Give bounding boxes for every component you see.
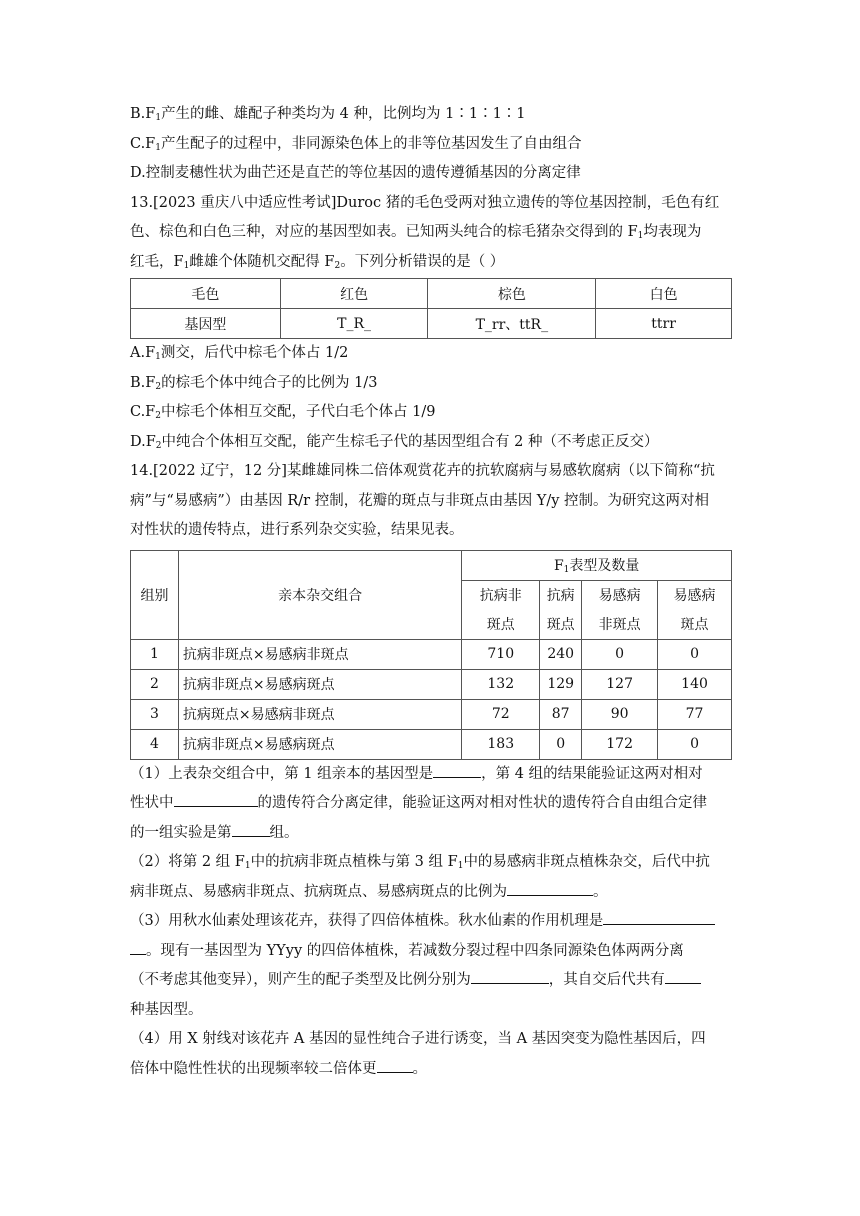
text: C.F	[130, 404, 156, 420]
table-cell: 棕色	[428, 279, 596, 309]
text: 。	[593, 883, 608, 900]
q14-part4-line2	[130, 1055, 732, 1085]
text: B.F	[130, 106, 156, 122]
q13-option-a	[130, 339, 732, 369]
subscript: 1	[244, 861, 251, 871]
table-cell: 77	[658, 699, 732, 729]
q14-part1-line2	[130, 789, 732, 819]
text: 中的抗病非斑点植株与第 3 组 F	[250, 854, 458, 870]
table-header-group: 组别	[131, 550, 179, 639]
table-cell: 非斑点	[582, 610, 658, 640]
table-cell: 红色	[280, 279, 428, 309]
subscript: 2	[155, 440, 162, 451]
subscript: 1	[155, 142, 161, 153]
text: 测交，后代中棕毛个体占 1/2	[160, 345, 349, 361]
text: 色、棕色和白色三种，对应的基因型如表。已知两头纯合的棕毛猪杂交得到的 F	[130, 224, 638, 240]
text: 的一组实验是第	[130, 824, 232, 841]
table-header-f1	[462, 550, 732, 580]
q14-part1-line1	[130, 760, 732, 790]
table-cell: 抗病	[540, 580, 582, 610]
text: 表型及数量	[569, 558, 640, 574]
table-cell: T_R_	[280, 309, 428, 339]
q14-stem-line3: 对性状的遗传特点，进行系列杂交实验，结果见表。	[130, 522, 464, 538]
q14-part3-line2	[130, 937, 732, 967]
cross-results-table	[130, 550, 732, 760]
text: 。现有一基因型为 YYyy 的四倍体植株，若减数分裂过程中四条同源染色体两两分离	[146, 942, 684, 959]
table-cell: 斑点	[462, 610, 540, 640]
table-cell: 132	[462, 669, 540, 699]
table-cell: 4	[131, 729, 179, 759]
table-cell: 抗病非斑点×易感病非斑点	[178, 639, 461, 669]
table-row	[131, 639, 732, 669]
q14-stem-line1: 14.[2022 辽宁，12 分]某雌雄同株二倍体观赏花卉的抗软腐病与易感软腐病（以下简称“抗	[130, 463, 715, 479]
table-row	[131, 279, 732, 309]
table-cell: 87	[540, 699, 582, 729]
text: （3）用秋水仙素处理该花卉，获得了四倍体植株。秋水仙素的作用机理是	[130, 913, 604, 929]
table-cell: 3	[131, 699, 179, 729]
answer-blank[interactable]	[377, 1055, 413, 1073]
table-cell: 抗病非斑点×易感病斑点	[178, 669, 461, 699]
table-cell: 易感病	[582, 580, 658, 610]
table-cell: 72	[462, 699, 540, 729]
subscript: 2	[155, 411, 161, 421]
text: 产生的雌、雄配子种类均为 4 种，比例均为 1∶1∶1∶1	[161, 106, 526, 122]
table-cell: 140	[658, 669, 732, 699]
subscript: 2	[155, 381, 162, 392]
table-cell: 0	[658, 639, 732, 669]
answer-blank[interactable]	[232, 819, 270, 837]
table-row	[131, 550, 732, 580]
answer-blank[interactable]	[471, 966, 549, 984]
answer-blank[interactable]	[507, 878, 593, 896]
answer-blank[interactable]	[174, 789, 258, 807]
text: ，其自交后代共有	[548, 972, 665, 988]
table-cell: 172	[582, 729, 658, 759]
option-d-q12: D.控制麦穗性状为曲芒还是直芒的等位基因的遗传遵循基因的分离定律	[130, 165, 581, 181]
text: 的遗传符合分离定律，能验证这两对相对性状的遗传符合自由组合定律	[257, 795, 707, 811]
table-cell: 抗病非斑点×易感病斑点	[178, 729, 461, 759]
table-cell: 710	[462, 639, 540, 669]
text: C.F	[130, 135, 156, 152]
q13-stem-line3	[130, 248, 732, 278]
table-cell: 2	[131, 669, 179, 699]
text: 红毛，F	[130, 253, 184, 270]
table-cell: 抗病斑点×易感病非斑点	[178, 699, 461, 729]
text: （1）上表杂交组合中，第 1 组亲本的基因型是	[130, 765, 434, 782]
table-row	[131, 669, 732, 699]
table-cell: 0	[658, 729, 732, 759]
q13-option-c	[130, 398, 732, 428]
q14-part4-line1: （4）用 X 射线对该花卉 A 基因的显性纯合子进行诱变，当 A 基因突变为隐性基因后，四	[130, 1031, 706, 1047]
q14-part1-line3	[130, 819, 732, 849]
q14-part3-line1	[130, 907, 732, 937]
q13-stem-line2	[130, 218, 732, 248]
table-cell: 白色	[596, 279, 732, 309]
text: 中的易感病非斑点植株杂交，后代中抗	[463, 854, 710, 870]
table-cell: 毛色	[131, 279, 281, 309]
table-cell: 斑点	[540, 610, 582, 640]
subscript: 1	[637, 231, 644, 241]
document-page	[130, 100, 732, 1084]
text: 均表现为	[643, 224, 702, 240]
text: B.F	[130, 374, 156, 391]
text: 。下列分析错误的是（ ）	[340, 253, 505, 270]
q13-option-d	[130, 428, 732, 458]
subscript: 1	[563, 565, 570, 575]
text: 倍体中隐性性状的出现频率较二倍体更	[130, 1060, 377, 1077]
table-row	[131, 729, 732, 759]
table-cell: 抗病非	[462, 580, 540, 610]
text: A.F	[130, 345, 156, 361]
q14-part3-line3	[130, 966, 732, 996]
table-cell: 240	[540, 639, 582, 669]
text: 的棕毛个体中纯合子的比例为 1/3	[161, 374, 378, 391]
subscript: 1	[183, 260, 190, 271]
table-header-parent: 亲本杂交组合	[178, 550, 461, 639]
text: 病非斑点、易感病非斑点、抗病斑点、易感病斑点的比例为	[130, 883, 507, 900]
table-cell: T_rr、ttR_	[428, 309, 596, 339]
subscript: 1	[155, 113, 162, 123]
text: 中纯合个体相互交配，能产生棕毛子代的基因型组合有 2 种（不考虑正反交）	[161, 433, 659, 450]
text: 性状中	[130, 795, 174, 811]
table-cell: ttrr	[596, 309, 732, 339]
table-cell: 183	[462, 729, 540, 759]
table-cell: 1	[131, 639, 179, 669]
text: （不考虑其他变异），则产生的配子类型及比例分别为	[130, 972, 471, 988]
text: D.F	[130, 433, 156, 450]
q14-part3-line4: 种基因型。	[130, 1001, 203, 1018]
table-cell: 斑点	[658, 610, 732, 640]
text: 中棕毛个体相互交配，子代白毛个体占 1/9	[160, 404, 436, 420]
text: F	[553, 558, 564, 574]
table-cell: 0	[582, 639, 658, 669]
text: 组。	[269, 824, 299, 841]
answer-blank[interactable]	[603, 907, 715, 925]
table-cell: 基因型	[131, 309, 281, 339]
table-row	[131, 699, 732, 729]
answer-blank[interactable]	[433, 760, 481, 778]
answer-blank[interactable]	[130, 937, 146, 955]
subscript: 2	[334, 260, 341, 271]
q14-part2-line2	[130, 878, 732, 908]
q14-stem-line2: 病”与“易感病”）由基因 R/r 控制，花瓣的斑点与非斑点由基因 Y/y 控制。为研究这两对相	[130, 492, 710, 509]
q14-part2-line1	[130, 848, 732, 878]
table-cell: 90	[582, 699, 658, 729]
table-cell: 127	[582, 669, 658, 699]
answer-blank[interactable]	[665, 966, 701, 984]
table-cell: 0	[540, 729, 582, 759]
q13-stem-line1: 13.[2023 重庆八中适应性考试]Duroc 猪的毛色受两对独立遗传的等位基因控制，毛色有红	[130, 194, 720, 211]
text: 。	[412, 1060, 427, 1077]
table-row	[131, 309, 732, 339]
table-cell: 易感病	[658, 580, 732, 610]
subscript: 1	[155, 352, 161, 362]
text: 产生配子的过程中，非同源染色体上的非等位基因发生了自由组合	[160, 135, 582, 152]
coat-color-table	[130, 278, 732, 339]
option-b-q12	[130, 100, 732, 130]
q13-option-b	[130, 369, 732, 399]
option-c-q12	[130, 130, 732, 160]
subscript: 1	[457, 861, 464, 871]
text: ，第 4 组的结果能验证这两对相对	[481, 765, 703, 782]
table-cell: 129	[540, 669, 582, 699]
text: （2）将第 2 组 F	[130, 854, 245, 870]
text: 雌雄个体随机交配得 F	[189, 253, 335, 270]
